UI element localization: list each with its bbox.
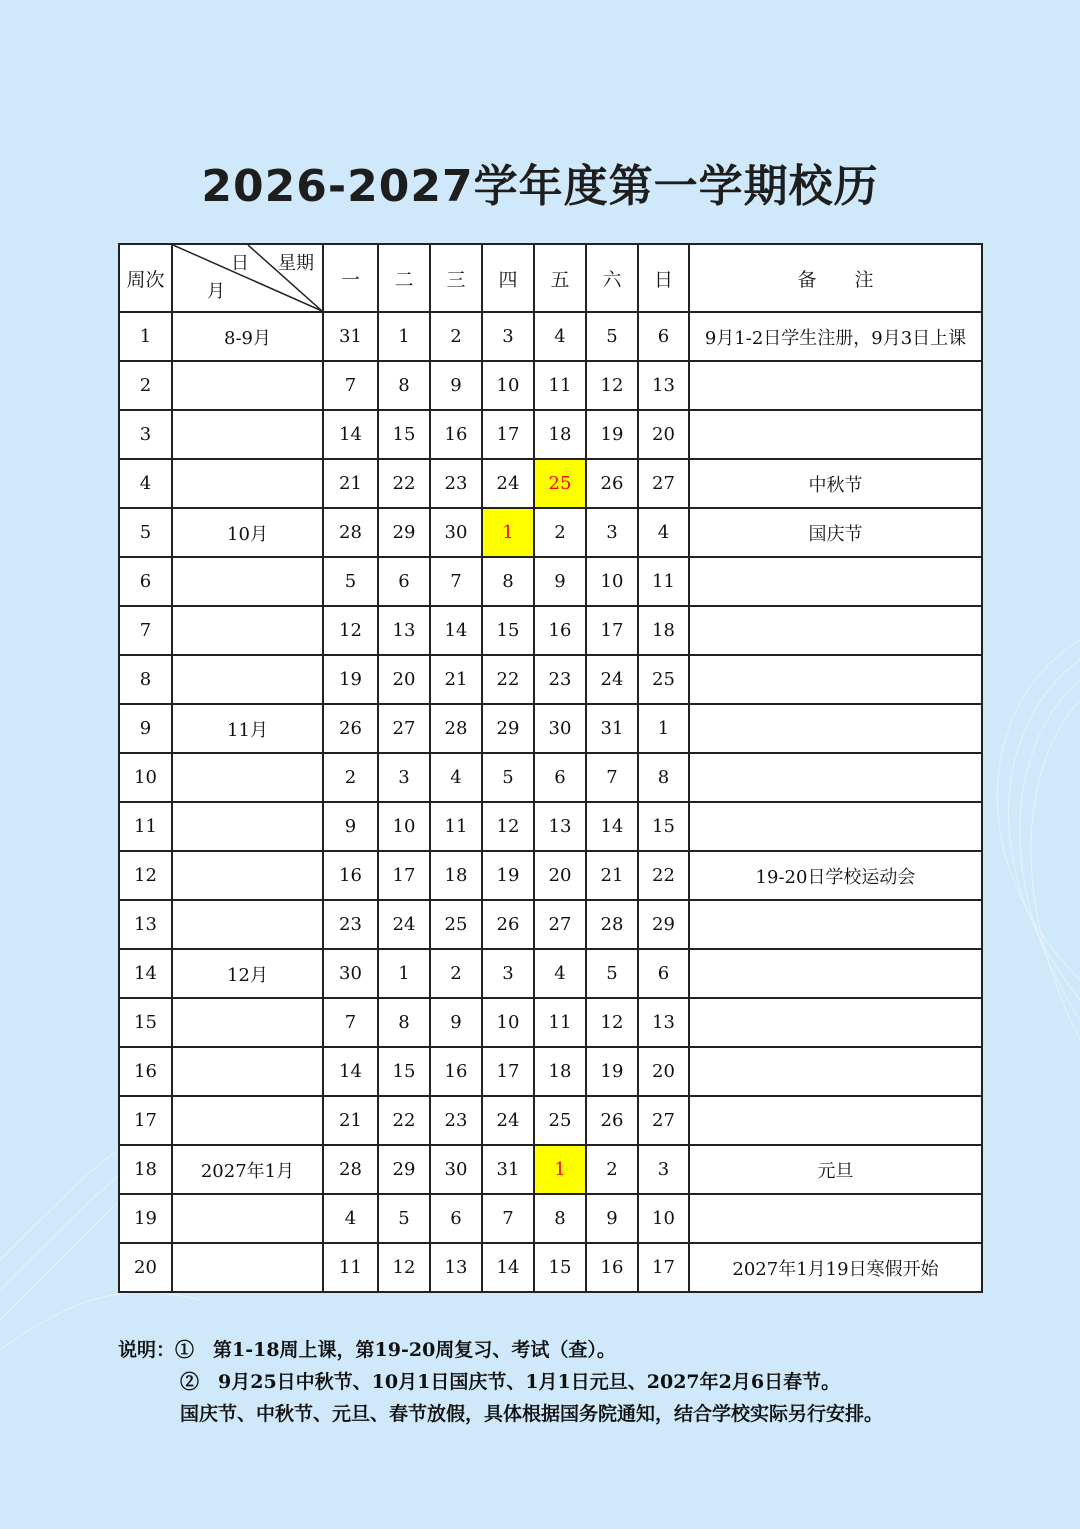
- diag-day-label: 日: [231, 253, 249, 274]
- week-number-cell: 14: [119, 949, 172, 998]
- date-cell: 27: [638, 459, 689, 508]
- date-cell: 29: [482, 704, 534, 753]
- header-row: [119, 244, 982, 312]
- month-cell: [172, 851, 323, 900]
- table-row: [119, 998, 982, 1047]
- date-cell: 7: [482, 1194, 534, 1243]
- date-cell: 24: [378, 900, 430, 949]
- date-cell: 17: [586, 606, 638, 655]
- table-row: [119, 1096, 982, 1145]
- month-cell: [172, 998, 323, 1047]
- week-number-cell: 7: [119, 606, 172, 655]
- date-cell: 29: [378, 1145, 430, 1194]
- week-number-cell: 11: [119, 802, 172, 851]
- date-cell: 12: [378, 1243, 430, 1292]
- remark-cell: 2027年1月19日寒假开始: [689, 1243, 982, 1292]
- date-cell: 13: [534, 802, 586, 851]
- date-cell: 1: [534, 1145, 586, 1194]
- date-cell: 12: [482, 802, 534, 851]
- week-number-cell: 8: [119, 655, 172, 704]
- month-cell: [172, 753, 323, 802]
- date-cell: 6: [638, 949, 689, 998]
- date-cell: 31: [586, 704, 638, 753]
- diag-weekday-label: 星期: [278, 253, 314, 274]
- date-cell: 27: [534, 900, 586, 949]
- date-cell: 8: [638, 753, 689, 802]
- date-cell: 1: [378, 312, 430, 361]
- page-title: 2026-2027学年度第一学期校历: [201, 161, 879, 212]
- table-row: [119, 459, 982, 508]
- date-cell: 29: [378, 508, 430, 557]
- date-cell: 9: [586, 1194, 638, 1243]
- date-cell: 14: [586, 802, 638, 851]
- date-cell: 11: [430, 802, 482, 851]
- date-cell: 3: [378, 753, 430, 802]
- date-cell: 4: [430, 753, 482, 802]
- date-cell: 4: [534, 312, 586, 361]
- date-cell: 8: [378, 998, 430, 1047]
- date-cell: 10: [482, 998, 534, 1047]
- date-cell: 22: [378, 1096, 430, 1145]
- diag-month-label: 月: [207, 281, 225, 302]
- note-line-1: 说明：① 第1-18周上课，第19-20周复习、考试（查）。: [118, 1339, 616, 1361]
- week-number-cell: 19: [119, 1194, 172, 1243]
- date-cell: 14: [482, 1243, 534, 1292]
- remark-cell: [689, 557, 982, 606]
- date-cell: 30: [430, 1145, 482, 1194]
- month-cell: [172, 900, 323, 949]
- date-cell: 2: [534, 508, 586, 557]
- date-cell: 10: [482, 361, 534, 410]
- month-cell: [172, 606, 323, 655]
- date-cell: 28: [586, 900, 638, 949]
- date-cell: 4: [323, 1194, 378, 1243]
- date-cell: 20: [534, 851, 586, 900]
- date-cell: 12: [323, 606, 378, 655]
- date-cell: 30: [323, 949, 378, 998]
- table-row: [119, 753, 982, 802]
- date-cell: 9: [430, 361, 482, 410]
- month-cell: 11月: [172, 704, 323, 753]
- date-cell: 19: [586, 1047, 638, 1096]
- remark-cell: [689, 361, 982, 410]
- note-line-2: ② 9月25日中秋节、10月1日国庆节、1月1日元旦、2027年2月6日春节。: [180, 1371, 841, 1393]
- date-cell: 15: [378, 410, 430, 459]
- week-number-cell: 9: [119, 704, 172, 753]
- date-cell: 21: [430, 655, 482, 704]
- date-cell: 13: [430, 1243, 482, 1292]
- date-cell: 29: [638, 900, 689, 949]
- note-line-3: 国庆节、中秋节、元旦、春节放假，具体根据国务院通知，结合学校实际另行安排。: [180, 1403, 884, 1425]
- date-cell: 22: [638, 851, 689, 900]
- date-cell: 13: [378, 606, 430, 655]
- date-cell: 24: [482, 459, 534, 508]
- date-cell: 18: [534, 410, 586, 459]
- remark-cell: [689, 1194, 982, 1243]
- date-cell: 3: [482, 949, 534, 998]
- table-row: [119, 851, 982, 900]
- month-cell: [172, 655, 323, 704]
- date-cell: 23: [430, 459, 482, 508]
- remark-cell: 元旦: [689, 1145, 982, 1194]
- week-number-cell: 18: [119, 1145, 172, 1194]
- date-cell: 30: [430, 508, 482, 557]
- date-cell: 7: [430, 557, 482, 606]
- date-cell: 25: [430, 900, 482, 949]
- date-cell: 28: [323, 508, 378, 557]
- month-cell: [172, 802, 323, 851]
- table-row: [119, 410, 982, 459]
- date-cell: 8: [534, 1194, 586, 1243]
- date-cell: 31: [482, 1145, 534, 1194]
- date-cell: 15: [534, 1243, 586, 1292]
- date-cell: 28: [323, 1145, 378, 1194]
- date-cell: 1: [638, 704, 689, 753]
- date-cell: 24: [482, 1096, 534, 1145]
- week-number-cell: 6: [119, 557, 172, 606]
- date-cell: 19: [482, 851, 534, 900]
- remark-cell: 19-20日学校运动会: [689, 851, 982, 900]
- day-header-sun: 日: [638, 244, 689, 312]
- date-cell: 19: [586, 410, 638, 459]
- date-cell: 4: [534, 949, 586, 998]
- date-cell: 23: [430, 1096, 482, 1145]
- date-cell: 11: [323, 1243, 378, 1292]
- date-cell: 18: [430, 851, 482, 900]
- remark-cell: [689, 949, 982, 998]
- week-number-cell: 17: [119, 1096, 172, 1145]
- day-header-mon: 一: [323, 244, 378, 312]
- date-cell: 14: [323, 410, 378, 459]
- month-cell: [172, 1096, 323, 1145]
- notes-section: [118, 1334, 1018, 1430]
- date-cell: 24: [586, 655, 638, 704]
- date-cell: 5: [378, 1194, 430, 1243]
- month-cell: [172, 1194, 323, 1243]
- date-cell: 6: [430, 1194, 482, 1243]
- date-cell: 6: [378, 557, 430, 606]
- week-number-cell: 4: [119, 459, 172, 508]
- date-cell: 20: [378, 655, 430, 704]
- month-cell: 12月: [172, 949, 323, 998]
- month-cell: [172, 1243, 323, 1292]
- date-cell: 23: [534, 655, 586, 704]
- day-header-wed: 三: [430, 244, 482, 312]
- table-row: [119, 361, 982, 410]
- date-cell: 13: [638, 998, 689, 1047]
- date-cell: 22: [482, 655, 534, 704]
- week-header: 周次: [119, 244, 172, 312]
- date-cell: 7: [586, 753, 638, 802]
- remark-cell: 中秋节: [689, 459, 982, 508]
- date-cell: 2: [323, 753, 378, 802]
- date-cell: 28: [430, 704, 482, 753]
- date-cell: 13: [638, 361, 689, 410]
- table-row: [119, 900, 982, 949]
- week-number-cell: 5: [119, 508, 172, 557]
- remark-cell: [689, 1096, 982, 1145]
- date-cell: 26: [482, 900, 534, 949]
- remark-cell: [689, 802, 982, 851]
- table-row: [119, 312, 982, 361]
- date-cell: 27: [378, 704, 430, 753]
- week-number-cell: 12: [119, 851, 172, 900]
- diagonal-header-cell: [172, 244, 323, 312]
- date-cell: 10: [378, 802, 430, 851]
- day-header-sat: 六: [586, 244, 638, 312]
- date-cell: 18: [638, 606, 689, 655]
- date-cell: 1: [378, 949, 430, 998]
- table-row: [119, 1047, 982, 1096]
- date-cell: 14: [430, 606, 482, 655]
- week-number-cell: 13: [119, 900, 172, 949]
- date-cell: 3: [586, 508, 638, 557]
- date-cell: 7: [323, 361, 378, 410]
- date-cell: 17: [482, 410, 534, 459]
- date-cell: 22: [378, 459, 430, 508]
- date-cell: 21: [323, 1096, 378, 1145]
- date-cell: 20: [638, 1047, 689, 1096]
- table-row: [119, 1194, 982, 1243]
- month-cell: [172, 557, 323, 606]
- remark-cell: 9月1-2日学生注册，9月3日上课: [689, 312, 982, 361]
- date-cell: 25: [534, 459, 586, 508]
- date-cell: 16: [534, 606, 586, 655]
- date-cell: 27: [638, 1096, 689, 1145]
- week-number-cell: 15: [119, 998, 172, 1047]
- month-cell: [172, 459, 323, 508]
- date-cell: 20: [638, 410, 689, 459]
- table-row: [119, 1145, 982, 1194]
- date-cell: 16: [430, 410, 482, 459]
- date-cell: 5: [586, 312, 638, 361]
- date-cell: 7: [323, 998, 378, 1047]
- date-cell: 18: [534, 1047, 586, 1096]
- remark-cell: [689, 704, 982, 753]
- date-cell: 8: [378, 361, 430, 410]
- date-cell: 30: [534, 704, 586, 753]
- day-header-fri: 五: [534, 244, 586, 312]
- date-cell: 12: [586, 361, 638, 410]
- date-cell: 10: [638, 1194, 689, 1243]
- table-row: [119, 508, 982, 557]
- date-cell: 16: [586, 1243, 638, 1292]
- date-cell: 2: [430, 949, 482, 998]
- month-cell: [172, 361, 323, 410]
- remark-header: 备 注: [689, 244, 982, 312]
- date-cell: 12: [586, 998, 638, 1047]
- date-cell: 15: [638, 802, 689, 851]
- date-cell: 25: [638, 655, 689, 704]
- date-cell: 6: [638, 312, 689, 361]
- month-cell: [172, 410, 323, 459]
- day-header-thu: 四: [482, 244, 534, 312]
- date-cell: 9: [534, 557, 586, 606]
- date-cell: 5: [586, 949, 638, 998]
- date-cell: 5: [482, 753, 534, 802]
- date-cell: 21: [586, 851, 638, 900]
- week-number-cell: 16: [119, 1047, 172, 1096]
- week-number-cell: 1: [119, 312, 172, 361]
- remark-cell: [689, 410, 982, 459]
- week-number-cell: 3: [119, 410, 172, 459]
- date-cell: 16: [323, 851, 378, 900]
- table-row: [119, 949, 982, 998]
- date-cell: 26: [586, 459, 638, 508]
- month-cell: [172, 1047, 323, 1096]
- week-number-cell: 10: [119, 753, 172, 802]
- table-row: [119, 557, 982, 606]
- remark-cell: [689, 753, 982, 802]
- date-cell: 15: [482, 606, 534, 655]
- date-cell: 3: [638, 1145, 689, 1194]
- remark-cell: 国庆节: [689, 508, 982, 557]
- date-cell: 15: [378, 1047, 430, 1096]
- table-row: [119, 655, 982, 704]
- date-cell: 26: [586, 1096, 638, 1145]
- date-cell: 26: [323, 704, 378, 753]
- remark-cell: [689, 606, 982, 655]
- date-cell: 21: [323, 459, 378, 508]
- week-number-cell: 20: [119, 1243, 172, 1292]
- date-cell: 6: [534, 753, 586, 802]
- calendar-table: [118, 243, 983, 1293]
- table-row: [119, 704, 982, 753]
- date-cell: 2: [586, 1145, 638, 1194]
- date-cell: 11: [534, 998, 586, 1047]
- remark-cell: [689, 655, 982, 704]
- date-cell: 14: [323, 1047, 378, 1096]
- day-header-tue: 二: [378, 244, 430, 312]
- table-row: [119, 802, 982, 851]
- remark-cell: [689, 900, 982, 949]
- date-cell: 11: [534, 361, 586, 410]
- month-cell: 10月: [172, 508, 323, 557]
- date-cell: 17: [638, 1243, 689, 1292]
- date-cell: 9: [323, 802, 378, 851]
- month-cell: 8-9月: [172, 312, 323, 361]
- date-cell: 17: [482, 1047, 534, 1096]
- date-cell: 31: [323, 312, 378, 361]
- week-number-cell: 2: [119, 361, 172, 410]
- date-cell: 19: [323, 655, 378, 704]
- date-cell: 23: [323, 900, 378, 949]
- remark-cell: [689, 998, 982, 1047]
- table-row: [119, 1243, 982, 1292]
- date-cell: 2: [430, 312, 482, 361]
- table-row: [119, 606, 982, 655]
- date-cell: 3: [482, 312, 534, 361]
- date-cell: 1: [482, 508, 534, 557]
- date-cell: 9: [430, 998, 482, 1047]
- date-cell: 11: [638, 557, 689, 606]
- remark-cell: [689, 1047, 982, 1096]
- date-cell: 25: [534, 1096, 586, 1145]
- date-cell: 17: [378, 851, 430, 900]
- date-cell: 4: [638, 508, 689, 557]
- date-cell: 8: [482, 557, 534, 606]
- date-cell: 5: [323, 557, 378, 606]
- date-cell: 16: [430, 1047, 482, 1096]
- month-cell: 2027年1月: [172, 1145, 323, 1194]
- date-cell: 10: [586, 557, 638, 606]
